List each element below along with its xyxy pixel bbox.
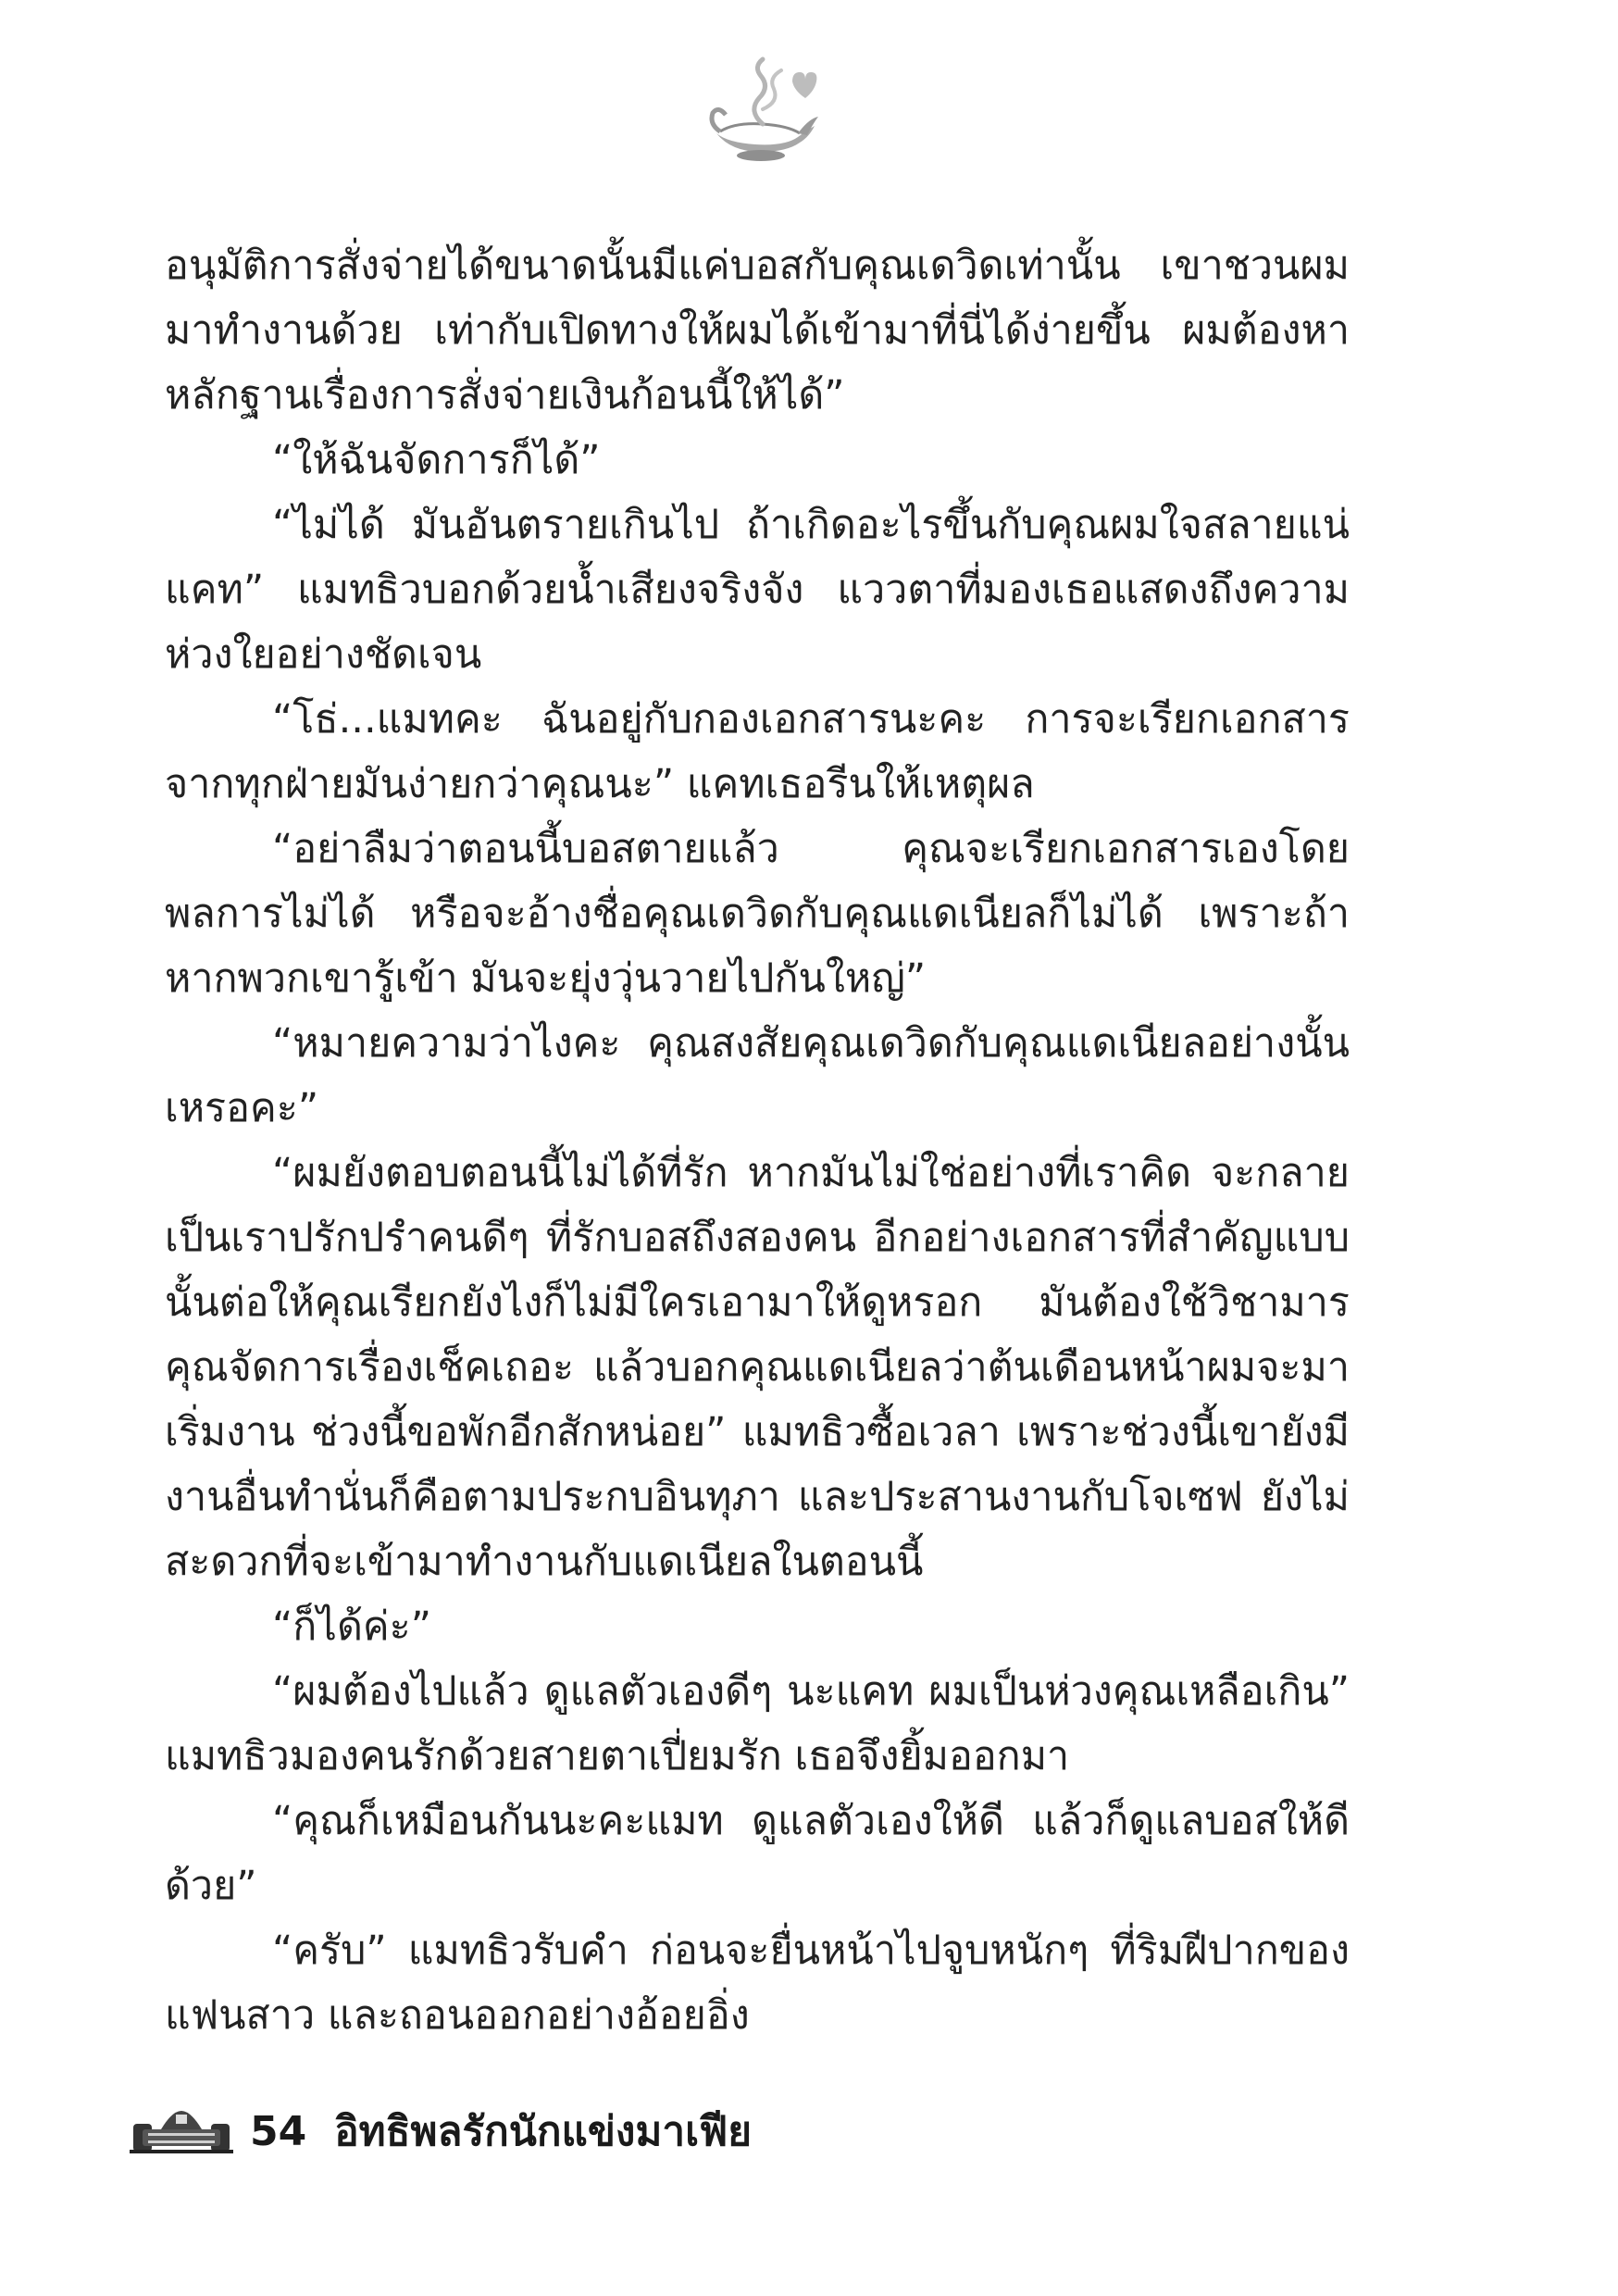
paragraph: “ครับ” แมทธิวรับคำ ก่อนจะยื่นหน้าไปจูบหนักๆ ที่ริมฝีปากของแฟนสาว และถอนออกอย่างอ้อยอิ่ง xyxy=(165,1928,1350,2039)
paragraph: “คุณก็เหมือนกันนะคะแมท ดูแลตัวเองให้ดี แล้วก็ดูแลบอสให้ดีด้วย” xyxy=(165,1798,1350,1909)
paragraph: “หมายความว่าไงคะ คุณสงสัยคุณเดวิดกับคุณแดเนียลอย่างนั้นเหรอคะ” xyxy=(165,1020,1350,1131)
paragraph: อนุมัติการสั่งจ่ายได้ขนาดนั้นมีแค่บอสกับคุณเดวิดเท่านั้น เขาชวนผมมาทำงานด้วย เท่ากับเปิดทางให้ผมได้เข้ามาที่นี่ได้ง่ายขึ้น ผมต้องหาหลักฐานเรื่องการสั่งจ่ายเงินก้อนนี้ให้ได้” xyxy=(165,243,1350,418)
page-number: 54 xyxy=(250,2107,307,2155)
body-text xyxy=(165,233,1350,2048)
paragraph: “ไม่ได้ มันอันตรายเกินไป ถ้าเกิดอะไรขึ้นกับคุณผมใจสลายแน่แคท” แมทธิวบอกด้วยน้ำเสียงจริงจัง แววตาที่มองเธอแสดงถึงความห่วงใยอย่างชัดเจน xyxy=(165,502,1350,678)
paragraph: “ผมต้องไปแล้ว ดูแลตัวเองดีๆ นะแคท ผมเป็นห่วงคุณเหลือเกิน” แมทธิวมองคนรักด้วยสายตาเปี่ยมรัก เธอจึงยิ้มออกมา xyxy=(165,1668,1350,1779)
race-car-icon xyxy=(130,2105,233,2157)
page-footer xyxy=(130,2094,752,2168)
paragraph: “ให้ฉันจัดการก็ได้” xyxy=(272,437,601,483)
paragraph: “โธ่...แมทคะ ฉันอยู่กับกองเอกสารนะคะ การจะเรียกเอกสารจากทุกฝ่ายมันง่ายกว่าคุณนะ” แคทเธอรีนให้เหตุผล xyxy=(165,696,1350,807)
paragraph: “ผมยังตอบตอนนี้ไม่ได้ที่รัก หากมันไม่ใช่อย่างที่เราคิด จะกลายเป็นเราปรักปรำคนดีๆ ที่รักบอสถึงสองคน อีกอย่างเอกสารที่สำคัญแบบนั้นต่อให้คุณเรียกยังไงก็ไม่มีใครเอามาให้ดูหรอก มันต้องใช้วิชามาร คุณจัดการเรื่องเช็คเถอะ แล้วบอกคุณแดเนียลว่าต้นเดือนหน้าผมจะมาเริ่มงาน ช่วงนี้ขอพักอีกสักหน่อย” แมทธิวซื้อเวลา เพราะช่วงนี้เขายังมีงานอื่นทำนั่นก็คือตามประกบอินทุภา และประสานงานกับโจเซฟ ยังไม่สะดวกที่จะเข้ามาทำงานกับแดเนียลในตอนนี้ xyxy=(165,1150,1350,1585)
magic-lamp-icon xyxy=(707,54,822,165)
paragraph: “ก็ได้ค่ะ” xyxy=(272,1603,431,1650)
book-title: อิทธิพลรักนักแข่งมาเฟีย xyxy=(334,2108,753,2155)
paragraph: “อย่าลืมว่าตอนนี้บอสตายแล้ว คุณจะเรียกเอกสารเองโดยพลการไม่ได้ หรือจะอ้างชื่อคุณเดวิดกับคุณแดเนียลก็ไม่ได้ เพราะถ้าหากพวกเขารู้เข้า มันจะยุ่งวุ่นวายไปกันใหญ่” xyxy=(165,826,1350,1002)
